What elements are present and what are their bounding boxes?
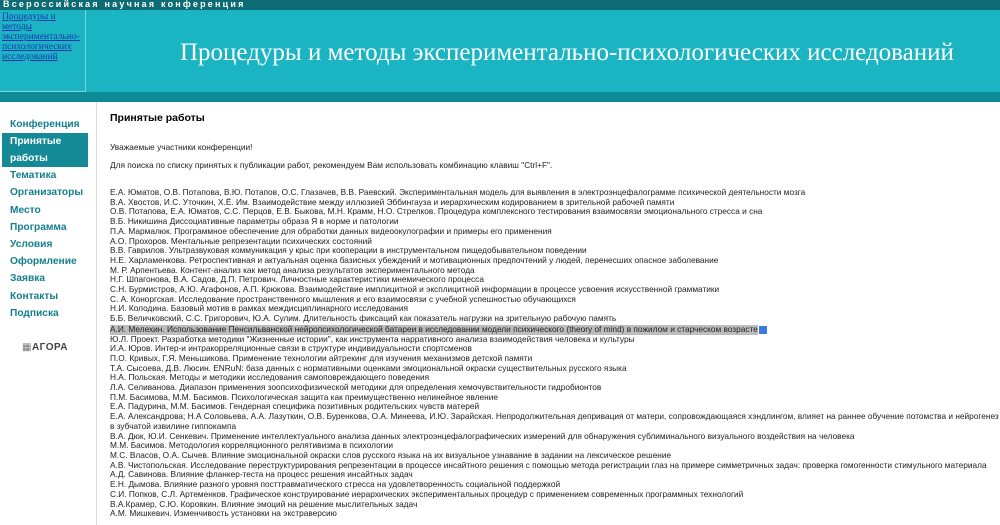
paper-item: В.А.Крамер, С.Ю. Коровкин. Влияние эмоций на решение мыслительных задач (110, 498, 418, 509)
paper-item: О.В. Потапова, Е.А. Юматов, С.С. Перцов, Е.В. Быкова, М.Н. Крамм, Н.О. Стрелков. Процедура комплексного тестирования взаимосвязи эмоционального стресса и сна (110, 206, 763, 217)
paper-item: И.А. Юров. Интер-и интракорреляционные связи в структуре индивидуальности спортсменов (110, 343, 472, 354)
page-title: Принятые работы (110, 112, 205, 124)
header-banner (0, 10, 1000, 92)
accepted-papers-list (110, 188, 1000, 519)
paper-item: Т.А. Сысоева, Д.В. Люсин. ENRuN: база данных с нормативными оценками эмоциональной окраски существительных русского языка (110, 362, 627, 373)
sidebar-item-topics[interactable]: Тематика (10, 170, 57, 182)
header-subbar (0, 92, 1000, 102)
sidebar-item-conditions[interactable]: Условия (10, 238, 53, 250)
paper-item: Е.А. Юматов, О.В. Потапова, В.Ю. Потапов, О.С. Глазачев, В.В. Раевский. Экспериментальная модель для выявления в электроэнцефалограмме психической деятельности мозга (110, 187, 806, 197)
selection-handle (759, 326, 767, 334)
sidebar-item-venue[interactable]: Место (10, 204, 41, 216)
logo-link-box[interactable] (0, 10, 86, 92)
sidebar-item-accepted-papers[interactable]: Принятые работы (2, 133, 88, 167)
paper-item: Н.И. Колодина. Базовый мотив в рамках междисциплинарного исследования (110, 303, 409, 314)
paper-item: С.И. Попков, С.Л. Артеменков. Графическое конструирование иерархических экспериментальных процедур с применением современных программных технологий (110, 488, 744, 499)
paper-item: А.М. Мишкевич. Изменчивость установки на экстраверсию (110, 508, 337, 519)
paper-item: П.А. Мармалюк. Программное обеспечение для обработки данных видеоокулографии и примеры его применения (110, 225, 552, 236)
paper-item: Е.А. Александрова; Н.А Соловьева, А.А. Лазуткин, О.В. Буренкова, О.А. Минеева, И.Ю. Зарайская. Непродолжительная депривация от матери, сопровождающаяся хэндлингом, влияет на раннее обучение потомства и нейрогенез в зубчатой извилине гиппокампа (110, 411, 999, 431)
paper-item: В.В. Гаврилов. Ультразвуковая коммуникация у крыс при кооперации в инструментальном пищедобывательном поведении (110, 245, 587, 256)
paper-item: Н.А. Польская. Методы и методики исследования самоповреждающего поведения (110, 372, 430, 383)
paper-item: В.Б. Никишина Диссоциативные параметры образа Я в норме и патологии (110, 216, 399, 227)
sidebar-item-conference[interactable]: Конференция (10, 119, 80, 130)
paper-item: Е.Н. Дымова. Влияние разного уровня посттравматического стресса на удовлетворенность социальной поддержкой (110, 479, 561, 490)
paper-item: А.О. Прохоров. Ментальные репрезентации психических состояний (110, 235, 372, 246)
paper-item-selected-row (110, 324, 1000, 335)
paper-item: В.А. Хвостов, И.С. Уточкин, Х.Ё. Им. Взаимодействие между иллюзией Эббингауза и иерархическим кодированием в зрительной рабочей памяти (110, 196, 675, 207)
search-hint-text: Для поиска по списку принятых к публикации работ, рекомендуем Вам использовать комбинацию клавиш "Ctrl+F". (110, 160, 553, 170)
paper-item: М. Р. Арпентьева. Контент-анализ как метод анализа результатов экспериментального метода (110, 264, 475, 275)
sidebar-divider (96, 102, 97, 525)
paper-item: Н.Е. Харламенкова. Ретроспективная и актуальная оценка базисных убеждений и мотивационных предпочтений у людей, перенесших опасное заболевание (110, 254, 719, 265)
paper-item: Л.А. Селиванова. Диапазон применения зоопсихофизической методики для определения хемочувствительности гидробионтов (110, 382, 602, 393)
page-banner-title: Процедуры и методы экспериментально-психологических исследований (180, 39, 954, 66)
paper-item: М.С. Власов, О.А. Сычев. Влияние эмоциональной окраски слов русского языка на их визуальное узнавание в задании на лексическое решение (110, 449, 672, 460)
agora-logo-mark: ▦ (22, 341, 32, 353)
paper-item: С.Н. Бурмистров, А.Ю. Агафонов, А.П. Крюкова. Взаимодействие имплицитной и эксплицитной информации в процессе усвоения искусственной грамматики (110, 284, 720, 295)
paper-item: П.О. Кривых, Г.Я. Меньшикова. Применение технологии айтрекинг для изучения механизмов детской памяти (110, 352, 533, 363)
agora-logo-text: АГОРА (31, 341, 69, 353)
sidebar-item-program[interactable]: Программа (10, 221, 67, 233)
paper-item: Б.Б. Величковский, С.С. Григорович, Ю.А. Сулим. Длительность фиксаций как показатель нагрузки на зрительную рабочую память (110, 313, 617, 324)
greeting-text: Уважаемые участники конференции! (110, 142, 253, 152)
paper-item: Н.Г. Шпагонова, В.А. Садов, Д.П. Петрович. Личностные характеристики мнемического процесса (110, 274, 484, 285)
paper-item: В.А. Дюк, Ю.И. Сенкевич. Применение интеллектуального анализа данных электроэнцефалографических измерений для обнаружения сублиминального визуального воздействия на человека (110, 430, 855, 441)
paper-item-selected: А.И. Мелехин. Использование Пенсильванской нейропсихологической батареи в исследовании модели психического (theory of mind) в пожилом и старческом возрасте (110, 323, 758, 334)
main-content (110, 108, 1000, 525)
conference-type-label: Всероссийская научная конференция (3, 0, 246, 9)
sidebar-nav (0, 102, 96, 525)
logo-link[interactable]: Процедуры и методы экспериментально-психологических исследований (2, 12, 80, 62)
paper-item: А.В. Чистопольская. Исследование переструктурирования репрезентации в процессе инсайтного решения с помощью метода регистрации глаз на примере симметричных задач: проверка гомогенности стимульного материала (110, 459, 987, 470)
paper-item: Ю.Л. Проект. Разработка методики "Жизненные истории", как инструмента нарративного анализа взаимодействия человека и культуры (110, 333, 635, 344)
sidebar-item-formatting[interactable]: Оформление (10, 256, 77, 268)
agora-logo[interactable] (22, 342, 96, 353)
paper-item: М.М. Басимов. Методология корреляционного релятивизма в психологии (110, 440, 393, 451)
sidebar-item-organizers[interactable]: Организаторы (10, 187, 84, 199)
paper-item: А.Д. Савинова. Влияние фланкер-теста на процесс решения инсайтных задач (110, 469, 413, 480)
sidebar-item-contacts[interactable]: Контакты (10, 290, 59, 302)
top-bar (0, 0, 1000, 10)
paper-item: С. А. Коноргская. Исследование пространственного мышления и его взаимосвязи с учебной успешностью обучающихся (110, 293, 576, 304)
paper-item: Е.А. Падурина, М.М. Басимов. Гендерная специфика позитивных родительских чувств матерей (110, 401, 480, 412)
paper-item: П.М. Басимова, М.М. Басимов. Психологическая защита как преимущественно нелинейное явление (110, 391, 498, 402)
sidebar-item-application[interactable]: Заявка (10, 273, 46, 285)
sidebar-item-subscription[interactable]: Подписка (10, 307, 59, 319)
